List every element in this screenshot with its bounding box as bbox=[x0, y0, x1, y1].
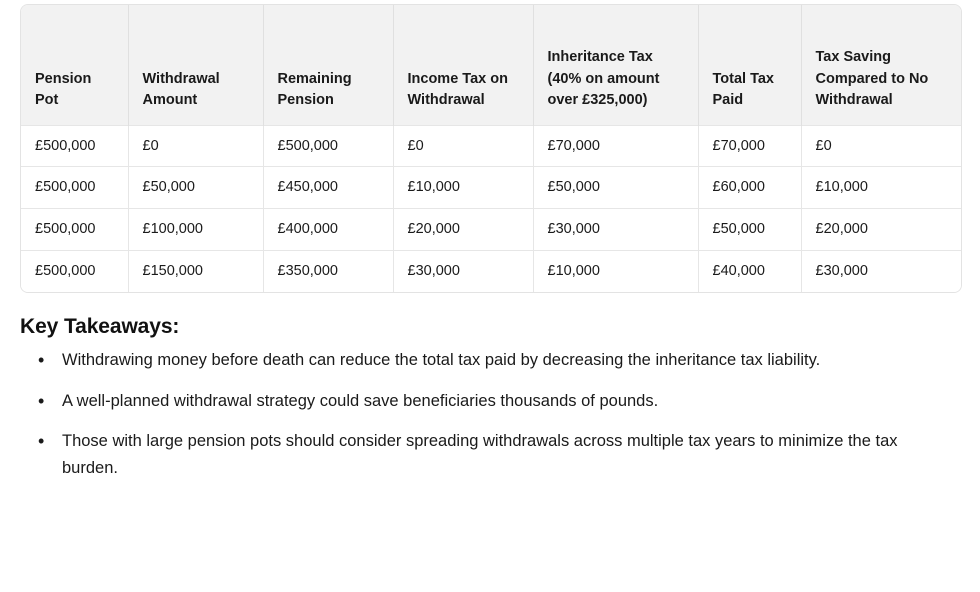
cell-pension-pot: £500,000 bbox=[21, 125, 128, 167]
key-takeaways-heading: Key Takeaways: bbox=[20, 314, 180, 338]
column-header-pension-pot: Pension Pot bbox=[21, 5, 128, 125]
cell-withdrawal-amount: £150,000 bbox=[128, 251, 263, 292]
cell-tax-saving: £10,000 bbox=[801, 167, 961, 209]
column-header-income-tax-on-withdrawal: Income Tax on Withdrawal bbox=[393, 5, 533, 125]
cell-pension-pot: £500,000 bbox=[21, 167, 128, 209]
cell-tax-saving: £30,000 bbox=[801, 251, 961, 292]
key-takeaways-list bbox=[0, 347, 980, 482]
cell-withdrawal-amount: £100,000 bbox=[128, 209, 263, 251]
cell-income-tax: £30,000 bbox=[393, 251, 533, 292]
table-header-row bbox=[21, 5, 961, 125]
table-row bbox=[21, 167, 961, 209]
cell-total-tax-paid: £40,000 bbox=[698, 251, 801, 292]
cell-inheritance-tax: £30,000 bbox=[533, 209, 698, 251]
cell-remaining-pension: £500,000 bbox=[263, 125, 393, 167]
cell-withdrawal-amount: £0 bbox=[128, 125, 263, 167]
cell-tax-saving: £0 bbox=[801, 125, 961, 167]
cell-withdrawal-amount: £50,000 bbox=[128, 167, 263, 209]
tax-comparison-table bbox=[21, 5, 961, 292]
tax-comparison-table-container bbox=[20, 4, 962, 293]
cell-inheritance-tax: £70,000 bbox=[533, 125, 698, 167]
cell-pension-pot: £500,000 bbox=[21, 209, 128, 251]
cell-pension-pot: £500,000 bbox=[21, 251, 128, 292]
table-row bbox=[21, 125, 961, 167]
table-body bbox=[21, 125, 961, 292]
cell-income-tax: £20,000 bbox=[393, 209, 533, 251]
cell-total-tax-paid: £70,000 bbox=[698, 125, 801, 167]
cell-income-tax: £10,000 bbox=[393, 167, 533, 209]
cell-total-tax-paid: £50,000 bbox=[698, 209, 801, 251]
cell-remaining-pension: £350,000 bbox=[263, 251, 393, 292]
table-row bbox=[21, 209, 961, 251]
table-header bbox=[21, 5, 961, 125]
list-item: • Those with large pension pots should consider spreading withdrawals across multiple tax years to minimize the tax burden. bbox=[22, 428, 956, 481]
cell-inheritance-tax: £50,000 bbox=[533, 167, 698, 209]
cell-income-tax: £0 bbox=[393, 125, 533, 167]
cell-remaining-pension: £450,000 bbox=[263, 167, 393, 209]
column-header-total-tax-paid: Total Tax Paid bbox=[698, 5, 801, 125]
cell-inheritance-tax: £10,000 bbox=[533, 251, 698, 292]
cell-tax-saving: £20,000 bbox=[801, 209, 961, 251]
column-header-tax-saving: Tax Saving Compared to No Withdrawal bbox=[801, 5, 961, 125]
table-row bbox=[21, 251, 961, 292]
column-header-withdrawal-amount: Withdrawal Amount bbox=[128, 5, 263, 125]
cell-total-tax-paid: £60,000 bbox=[698, 167, 801, 209]
list-item: • A well-planned withdrawal strategy could save beneficiaries thousands of pounds. bbox=[22, 388, 956, 415]
column-header-remaining-pension: Remaining Pension bbox=[263, 5, 393, 125]
list-item: • Withdrawing money before death can reduce the total tax paid by decreasing the inheritance tax liability. bbox=[22, 347, 956, 374]
column-header-inheritance-tax: Inheritance Tax (40% on amount over £325,000) bbox=[533, 5, 698, 125]
cell-remaining-pension: £400,000 bbox=[263, 209, 393, 251]
